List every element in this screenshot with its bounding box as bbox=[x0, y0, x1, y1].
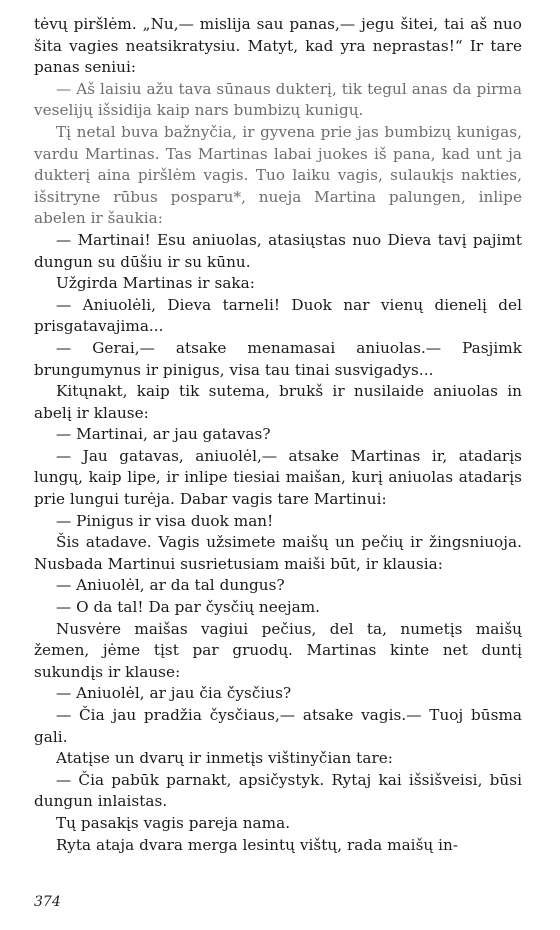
page-number: 374 bbox=[34, 894, 61, 910]
paragraph: — Aš laisiu ažu tava sūnaus dukterį, tik tegul anas da pirma veselijų išsidija kaip nars bumbizų kunigų. bbox=[34, 79, 522, 120]
paragraph: Tų pasakįs vagis pareja nama. bbox=[56, 813, 291, 832]
paragraph: Užgirda Martinas ir saka: bbox=[56, 274, 255, 293]
paragraph: tėvų piršlėm. „Nu,— mislija sau panas,— jegu šitei, tai aš nuo šita vagies neatsikratysiu. Matyt, kad yra neprastas!“ Ir tare panas seniui: bbox=[34, 15, 522, 77]
paragraph: — Čia pabūk parnakt, apsičystyk. Rytaj kai išsišveisi, būsi dungun inlaistas. bbox=[34, 770, 522, 811]
body-text bbox=[34, 14, 522, 856]
paragraph: — Pinigus ir visa duok man! bbox=[56, 511, 274, 530]
paragraph: — O da tal! Da par čysčių neejam. bbox=[56, 598, 321, 617]
paragraph: Kitųnakt, kaip tik sutema, brukš ir nusilaide aniuolas in abelį ir klause: bbox=[34, 382, 522, 422]
paragraph: — Čia jau pradžia čysčiaus,— atsake vagis.— Tuoj būsma gali. bbox=[34, 706, 522, 746]
book-page bbox=[34, 14, 522, 914]
paragraph: — Gerai,— atsake menamasai aniuolas.— Pasjimk brungumynus ir pinigus, visa tau tinai susvigadys... bbox=[34, 338, 522, 379]
paragraph: — Aniuolėli, Dieva tarneli! Duok nar vienų dienelį del prisgatavajima... bbox=[34, 295, 522, 336]
paragraph: — Aniuolėl, ar jau čia čysčius? bbox=[56, 684, 292, 703]
paragraph: — Martinai! Esu aniuolas, atasiųstas nuo Dieva tavį pajimt dungun su dūšiu ir su kūnu. bbox=[34, 230, 522, 271]
paragraph: — Martinai, ar jau gatavas? bbox=[56, 425, 271, 444]
paragraph: — Jau gatavas, aniuolėl,— atsake Martinas ir, atadarįs lungų, kaip lipe, ir inlipe tiesiai maišan, kurį aniuolas atadarįs prie lungui turėja. Dabar vagis tare Martinui: bbox=[34, 446, 522, 509]
paragraph: Nusvėre maišas vagiui pečius, del ta, numetįs maišų žemen, jėme tįst par gruodų. Martinas kinte net duntį sukundįs ir klause: bbox=[34, 619, 522, 681]
paragraph: Atatįse un dvarų ir inmetįs vištinyčian tare: bbox=[56, 749, 393, 768]
paragraph: Ryta ataja dvara merga lesintų vištų, rada maišų in- bbox=[56, 835, 459, 854]
paragraph: — Aniuolėl, ar da tal dungus? bbox=[56, 576, 285, 595]
paragraph: Tį netal buva bažnyčia, ir gyvena prie jas bumbizų kunigas, vardu Martinas. Tas Martinas labai juokes iš pana, kad unt ja dukterį aina piršlėm vagis. Tuo laiku vagis, sulaukįs nakties, išsitryne rūbus posparu*, nueja Martina palungen, inlipe abelen ir šaukia: bbox=[34, 122, 522, 228]
paragraph: Šis atadave. Vagis užsimete maišų un pečių ir žingsniuoja. Nusbada Martinui susrietusiam maiši būt, ir klausia: bbox=[34, 533, 522, 573]
